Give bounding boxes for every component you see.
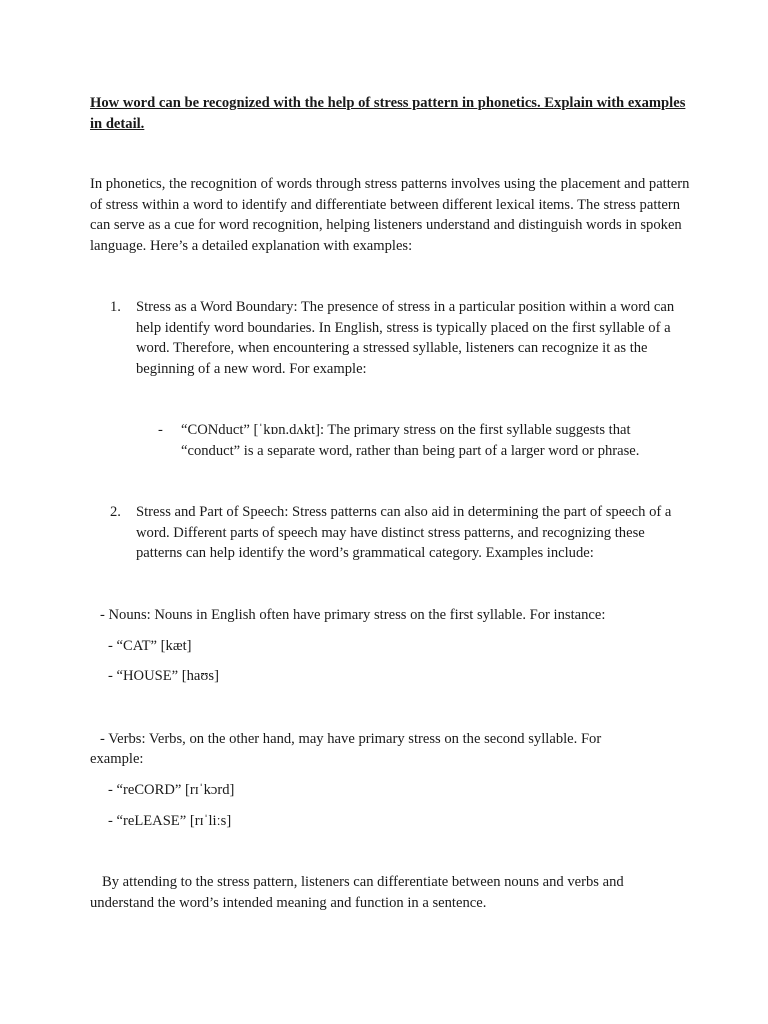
verbs-heading-line-2: example: [90, 751, 144, 767]
list-number-2: 2. [110, 504, 121, 520]
noun-example-cat: - “CAT” [kæt] [108, 638, 192, 654]
closing-paragraph: By attending to the stress pattern, listeners can differentiate between nouns and verbs and understand the word’s intended meaning and function in a sentence. [90, 874, 624, 911]
example-conduct-text: “CONduct” [ˈkɒn.dʌkt]: The primary stress on the first syllable suggests that “conduct” is a separate word, rather than being part of a larger word or phrase. [181, 422, 640, 459]
list-item-2-text: Stress and Part of Speech: Stress patterns can also aid in determining the part of speech of a word. Different parts of speech may have distinct stress patterns, and recognizing these patterns can help identify the word’s grammatical category. Examples include: [136, 504, 672, 561]
intro-paragraph: In phonetics, the recognition of words through stress patterns involves using the placement and pattern of stress within a word to identify and differentiate between different lexical items. The stress pattern can serve as a cue for word recognition, helping listeners understand and distinguish words in spoken language. Here’s a detailed explanation with examples: [90, 176, 690, 254]
verbs-heading-line-1: - Verbs: Verbs, on the other hand, may have primary stress on the second syllable. For [100, 731, 602, 747]
document-title: How word can be recognized with the help of stress pattern in phonetics. Explain with examples in detail. [90, 95, 686, 132]
example-dash: - [158, 422, 163, 438]
nouns-heading: - Nouns: Nouns in English often have primary stress on the first syllable. For instance: [100, 607, 606, 623]
verb-example-release: - “reLEASE” [rɪˈliːs] [108, 813, 232, 829]
verb-example-record: - “reCORD” [rɪˈkɔrd] [108, 782, 235, 798]
noun-example-house: - “HOUSE” [haʊs] [108, 668, 219, 684]
list-item-1-text: Stress as a Word Boundary: The presence of stress in a particular position within a word can help identify word boundaries. In English, stress is typically placed on the first syllable of a word. Therefore, when encountering a stressed syllable, listeners can recognize it as the beginning of a new word. For example: [136, 299, 675, 377]
list-number-1: 1. [110, 299, 121, 315]
